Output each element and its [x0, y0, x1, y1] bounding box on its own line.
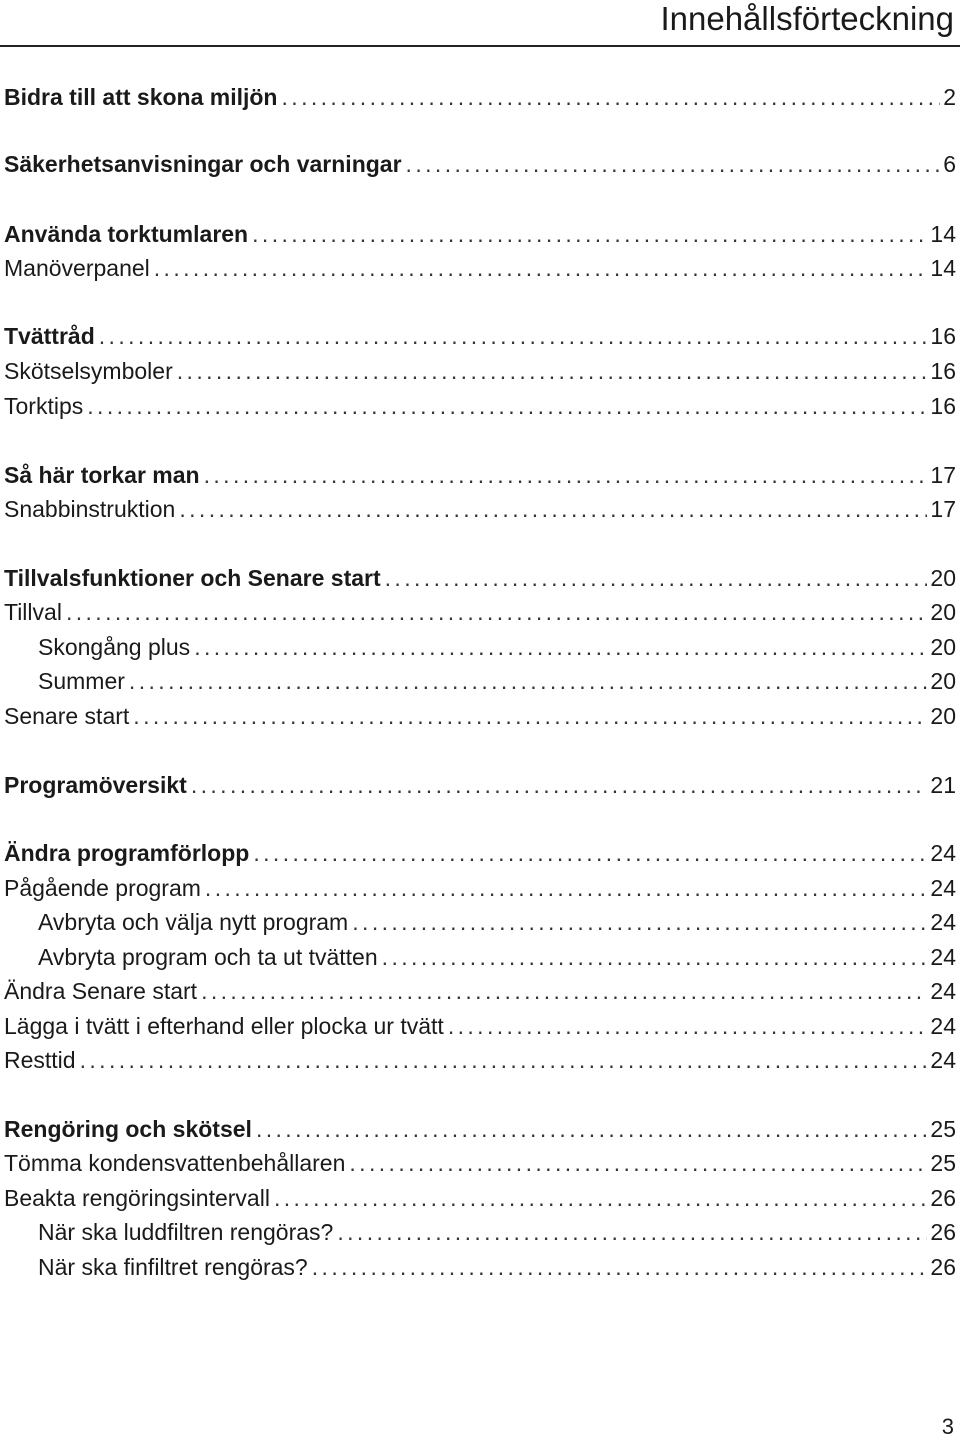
toc-entry-page: 20 — [930, 599, 956, 625]
toc-entry[interactable] — [4, 701, 956, 731]
toc-entry[interactable] — [4, 770, 956, 800]
toc-entry-page: 24 — [930, 978, 956, 1004]
toc-entry-page: 16 — [930, 358, 956, 384]
toc-entry[interactable] — [38, 632, 956, 662]
dot-leader — [352, 907, 927, 937]
dot-leader — [204, 460, 928, 490]
dot-leader — [201, 976, 927, 1006]
toc-entry-page: 2 — [943, 84, 956, 110]
dot-leader — [385, 563, 928, 593]
toc-entry[interactable] — [4, 976, 956, 1006]
toc-entry-page: 21 — [930, 772, 956, 798]
toc-entry-page: 20 — [930, 703, 956, 729]
toc-entry[interactable] — [38, 1217, 956, 1247]
page-title: Innehållsförteckning — [660, 0, 954, 37]
toc-entry-label: Torktips — [4, 393, 84, 419]
toc-entry-page: 24 — [930, 909, 956, 935]
toc-entry[interactable] — [4, 1045, 956, 1075]
dot-leader — [382, 942, 928, 972]
toc-entry-page: 17 — [930, 496, 956, 522]
toc-entry-label: Tillvalsfunktioner och Senare start — [4, 565, 381, 591]
dot-leader — [66, 597, 927, 627]
dot-leader — [177, 356, 928, 386]
toc-entry-label: Lägga i tvätt i efterhand eller plocka ur tvätt — [4, 1013, 444, 1039]
toc-entry-page: 16 — [930, 323, 956, 349]
toc-entry-page: 14 — [930, 255, 956, 281]
dot-leader — [337, 1217, 927, 1247]
toc-entry-page: 24 — [930, 1013, 956, 1039]
toc-entry-label: Programöversikt — [4, 772, 187, 798]
toc-entry[interactable] — [38, 1252, 956, 1282]
toc-entry-label: Beakta rengöringsintervall — [4, 1185, 270, 1211]
toc-entry[interactable] — [38, 666, 956, 696]
toc-entry-page: 24 — [930, 944, 956, 970]
dot-leader — [312, 1252, 928, 1282]
toc-entry-page: 6 — [943, 151, 956, 177]
toc-entry-label: Så här torkar man — [4, 462, 200, 488]
toc-entry-label: Summer — [38, 668, 125, 694]
dot-leader — [256, 1114, 927, 1144]
toc-entry[interactable] — [4, 1148, 956, 1178]
toc-entry-label: Snabbinstruktion — [4, 496, 176, 522]
toc-entry-label: Resttid — [4, 1047, 76, 1073]
toc-entry-label: När ska finfiltret rengöras? — [38, 1254, 308, 1280]
toc-entry-label: Manöverpanel — [4, 255, 150, 281]
toc-entry-label: Ändra programförlopp — [4, 840, 250, 866]
dot-leader — [80, 1045, 928, 1075]
toc-entry[interactable] — [4, 563, 956, 593]
toc-entry[interactable] — [38, 907, 956, 937]
toc-entry-label: Senare start — [4, 703, 130, 729]
dot-leader — [349, 1148, 927, 1178]
dot-leader — [87, 391, 927, 421]
dot-leader — [129, 666, 928, 696]
dot-leader — [274, 1183, 927, 1213]
toc-entry[interactable] — [4, 1183, 956, 1213]
toc-entry-page: 20 — [930, 634, 956, 660]
toc-entry[interactable] — [4, 494, 956, 524]
toc-entry-label: Använda torktumlaren — [4, 221, 249, 247]
dot-leader — [99, 321, 928, 351]
toc-entry-page: 24 — [930, 840, 956, 866]
toc-entry-page: 24 — [930, 875, 956, 901]
dot-leader — [448, 1011, 928, 1041]
toc-entry-page: 14 — [930, 221, 956, 247]
toc-entry-label: Pågående program — [4, 875, 201, 901]
toc-entry-label: Tömma kondensvattenbehållaren — [4, 1150, 346, 1176]
toc-entry-label: Avbryta och välja nytt program — [38, 909, 349, 935]
dot-leader — [133, 701, 927, 731]
dot-leader — [154, 253, 928, 283]
toc-entry[interactable] — [4, 321, 956, 351]
toc-entry-page: 26 — [930, 1185, 956, 1211]
toc-entry-page: 25 — [930, 1150, 956, 1176]
dot-leader — [406, 149, 941, 179]
dot-leader — [281, 82, 940, 112]
toc-entry-page: 20 — [930, 565, 956, 591]
dot-leader — [191, 770, 928, 800]
toc-entry-label: Skötselsymboler — [4, 358, 173, 384]
toc-entry-label: Skongång plus — [38, 634, 191, 660]
toc-entry[interactable] — [4, 356, 956, 386]
toc-entry-page: 26 — [930, 1219, 956, 1245]
toc-entry-label: Bidra till att skona miljön — [4, 84, 278, 110]
toc-entry[interactable] — [4, 391, 956, 421]
toc-entry[interactable] — [4, 1114, 956, 1144]
toc-entry-page: 25 — [930, 1116, 956, 1142]
dot-leader — [253, 838, 927, 868]
toc-entry[interactable] — [4, 460, 956, 490]
toc-entry-label: Ändra Senare start — [4, 978, 198, 1004]
toc-entry[interactable] — [38, 942, 956, 972]
toc-entry-page: 24 — [930, 1047, 956, 1073]
toc-entry[interactable] — [4, 219, 956, 249]
dot-leader — [179, 494, 927, 524]
toc-entry[interactable] — [4, 597, 956, 627]
toc-entry-label: Säkerhetsanvisningar och varningar — [4, 151, 402, 177]
toc-entry-page: 17 — [930, 462, 956, 488]
toc-entry-label: Tillval — [4, 599, 62, 625]
toc-entry[interactable] — [4, 873, 956, 903]
dot-leader — [205, 873, 927, 903]
toc-entry-label: När ska luddfiltren rengöras? — [38, 1219, 334, 1245]
toc-entry-page: 20 — [930, 668, 956, 694]
toc-entry-label: Avbryta program och ta ut tvätten — [38, 944, 378, 970]
dot-leader — [194, 632, 927, 662]
toc-entry[interactable] — [4, 253, 956, 283]
toc-entry-page: 26 — [930, 1254, 956, 1280]
toc-entry[interactable] — [4, 149, 956, 179]
page-number: 3 — [941, 1414, 954, 1439]
toc-entry-page: 16 — [930, 393, 956, 419]
dot-leader — [252, 219, 927, 249]
toc-entry[interactable] — [4, 1011, 956, 1041]
toc-entry-label: Rengöring och skötsel — [4, 1116, 252, 1142]
toc-entry[interactable] — [4, 82, 956, 112]
toc-entry[interactable] — [4, 838, 956, 868]
toc-entry-label: Tvättråd — [4, 323, 95, 349]
